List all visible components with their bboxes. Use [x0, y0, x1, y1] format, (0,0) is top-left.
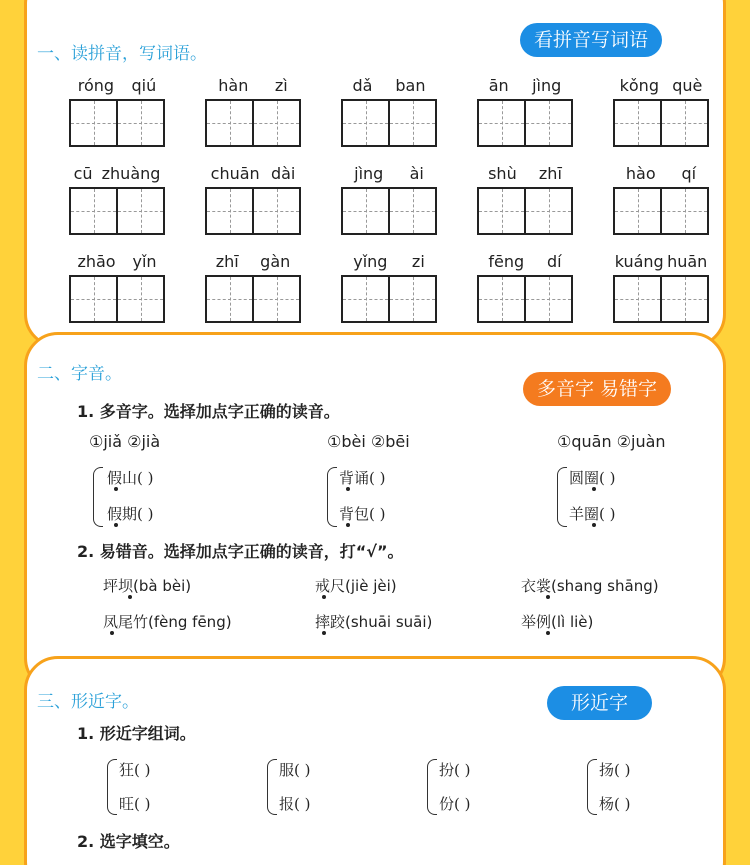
error-prone-item[interactable]: [315, 611, 432, 632]
badge-pinyin-write: 看拼音写词语: [520, 23, 662, 57]
emphasis-dot: [546, 595, 550, 599]
item-pinyin-choices: (bà bèi): [133, 577, 192, 595]
writing-boxes[interactable]: [341, 275, 437, 323]
group-bracket: [267, 759, 277, 815]
error-prone-item[interactable]: [103, 611, 232, 632]
pinyin-syllable: jìng: [532, 76, 562, 95]
emphasis-dot: [546, 631, 550, 635]
emphasis-dot: [114, 487, 118, 491]
grid-row: [69, 161, 709, 235]
pinyin-word-grid: [69, 73, 709, 337]
emphasis-dot: [346, 523, 350, 527]
emphasis-dot: [592, 523, 596, 527]
word-cell: [341, 249, 437, 323]
word-cell: [205, 73, 301, 147]
polyphone-item[interactable]: 假期( ): [107, 505, 154, 523]
emphasis-dot: [128, 595, 132, 599]
similar-char-item[interactable]: 扮( ): [439, 761, 471, 779]
pinyin-syllable: hào: [625, 164, 656, 183]
pinyin-syllable: qí: [681, 164, 697, 183]
question-1-title: 1. 多音字。选择加点字正确的读音。: [77, 402, 340, 421]
writing-boxes[interactable]: [613, 275, 709, 323]
pinyin-syllable: chuān: [210, 164, 260, 183]
item-pinyin-choices: (shuāi suāi): [345, 613, 433, 631]
grid-row: [69, 73, 709, 147]
writing-boxes[interactable]: [477, 275, 573, 323]
word-cell: [69, 249, 165, 323]
group-bracket: [427, 759, 437, 815]
word-cell: [341, 161, 437, 235]
pinyin-syllable: róng: [77, 76, 115, 95]
emphasis-dot: [322, 631, 326, 635]
word-cell: [69, 161, 165, 235]
group-bracket: [557, 467, 567, 527]
similar-char-item[interactable]: 服( ): [279, 761, 311, 779]
emphasis-dot: [322, 595, 326, 599]
pinyin-syllable: ài: [409, 164, 424, 183]
item-word: 摔跤: [315, 613, 346, 631]
pinyin-syllable: zhuàng: [101, 164, 161, 183]
section-pinyin-panel: [24, 0, 726, 348]
group-bracket: [107, 759, 117, 815]
error-prone-item[interactable]: [521, 611, 593, 632]
item-word: 坪坝: [103, 577, 134, 595]
pinyin-syllable: yǐn: [132, 252, 157, 271]
group-bracket: [587, 759, 597, 815]
pinyin-syllable: shù: [488, 164, 517, 183]
similar-char-item[interactable]: 狂( ): [119, 761, 151, 779]
emphasis-dot: [114, 523, 118, 527]
error-prone-item[interactable]: [521, 575, 659, 596]
writing-boxes[interactable]: [69, 187, 165, 235]
word-cell: [69, 73, 165, 147]
pinyin-syllable: cū: [73, 164, 93, 183]
item-word: 凤尾竹: [103, 613, 149, 631]
pinyin-syllable: ān: [488, 76, 509, 95]
similar-char-item[interactable]: 旺( ): [119, 795, 151, 813]
section-similar-chars-panel: [24, 656, 726, 865]
writing-boxes[interactable]: [341, 187, 437, 235]
writing-boxes[interactable]: [613, 187, 709, 235]
reading-options: ①bèi ②bēi: [327, 432, 410, 451]
polyphone-item[interactable]: 圆圈( ): [569, 469, 616, 487]
pinyin-syllable: fēng: [488, 252, 525, 271]
pinyin-syllable: dí: [546, 252, 562, 271]
word-cell: [613, 73, 709, 147]
pinyin-syllable: qiú: [131, 76, 157, 95]
similar-char-item[interactable]: 杨( ): [599, 795, 631, 813]
section-title-1: 一、读拼音，写词语。: [37, 44, 207, 64]
word-cell: [205, 249, 301, 323]
writing-boxes[interactable]: [205, 187, 301, 235]
writing-boxes[interactable]: [477, 99, 573, 147]
writing-boxes[interactable]: [205, 275, 301, 323]
pinyin-syllable: zhī: [215, 252, 239, 271]
polyphone-item[interactable]: 背包( ): [339, 505, 386, 523]
writing-boxes[interactable]: [341, 99, 437, 147]
item-word: 举例: [521, 613, 552, 631]
writing-boxes[interactable]: [613, 99, 709, 147]
pinyin-syllable: jìng: [354, 164, 384, 183]
question-2-title: 2. 易错音。选择加点字正确的读音，打“√”。: [77, 542, 404, 561]
pinyin-syllable: què: [672, 76, 703, 95]
word-cell: [477, 249, 573, 323]
item-word: 衣裳: [521, 577, 552, 595]
writing-boxes[interactable]: [69, 275, 165, 323]
question-2-title: 2. 选字填空。: [77, 832, 180, 851]
item-word: 戒尺: [315, 577, 346, 595]
reading-options: ①jiǎ ②jià: [89, 432, 161, 451]
writing-boxes[interactable]: [477, 187, 573, 235]
pinyin-syllable: dài: [270, 164, 296, 183]
similar-char-item[interactable]: 报( ): [279, 795, 311, 813]
word-cell: [205, 161, 301, 235]
pinyin-syllable: huān: [667, 252, 708, 271]
pinyin-syllable: zi: [411, 252, 425, 271]
emphasis-dot: [592, 487, 596, 491]
error-prone-item[interactable]: [315, 575, 397, 596]
similar-char-item[interactable]: 份( ): [439, 795, 471, 813]
polyphone-item[interactable]: 假山( ): [107, 469, 154, 487]
pinyin-syllable: ban: [395, 76, 426, 95]
item-pinyin-choices: (fèng fēng): [148, 613, 232, 631]
pinyin-syllable: dǎ: [352, 76, 373, 95]
polyphone-item[interactable]: 背诵( ): [339, 469, 386, 487]
grid-row: [69, 249, 709, 323]
pinyin-syllable: zhī: [538, 164, 562, 183]
pinyin-syllable: kǒng: [619, 76, 659, 95]
item-pinyin-choices: (shang shāng): [551, 577, 659, 595]
section-pronunciation-panel: [24, 332, 726, 692]
badge-similar-chars: 形近字: [547, 686, 652, 720]
group-bracket: [93, 467, 103, 527]
word-cell: [613, 249, 709, 323]
item-pinyin-choices: (lì liè): [551, 613, 594, 631]
question-1-title: 1. 形近字组词。: [77, 724, 196, 743]
item-pinyin-choices: (jiè jèi): [345, 577, 397, 595]
pinyin-syllable: gàn: [260, 252, 291, 271]
badge-polyphone: 多音字 易错字: [523, 372, 671, 406]
section-title-3: 三、形近字。: [37, 692, 139, 712]
writing-boxes[interactable]: [69, 99, 165, 147]
reading-options: ①quān ②juàn: [557, 432, 666, 451]
emphasis-dot: [346, 487, 350, 491]
word-cell: [613, 161, 709, 235]
polyphone-item[interactable]: 羊圈( ): [569, 505, 616, 523]
pinyin-syllable: yǐng: [353, 252, 388, 271]
word-cell: [477, 73, 573, 147]
writing-boxes[interactable]: [205, 99, 301, 147]
pinyin-syllable: kuáng: [614, 252, 664, 271]
pinyin-syllable: zì: [274, 76, 288, 95]
similar-char-item[interactable]: 扬( ): [599, 761, 631, 779]
emphasis-dot: [110, 631, 114, 635]
word-cell: [477, 161, 573, 235]
error-prone-item[interactable]: [103, 575, 191, 596]
pinyin-syllable: zhāo: [77, 252, 116, 271]
word-cell: [341, 73, 437, 147]
pinyin-syllable: hàn: [218, 76, 249, 95]
group-bracket: [327, 467, 337, 527]
section-title-2: 二、字音。: [37, 364, 122, 384]
